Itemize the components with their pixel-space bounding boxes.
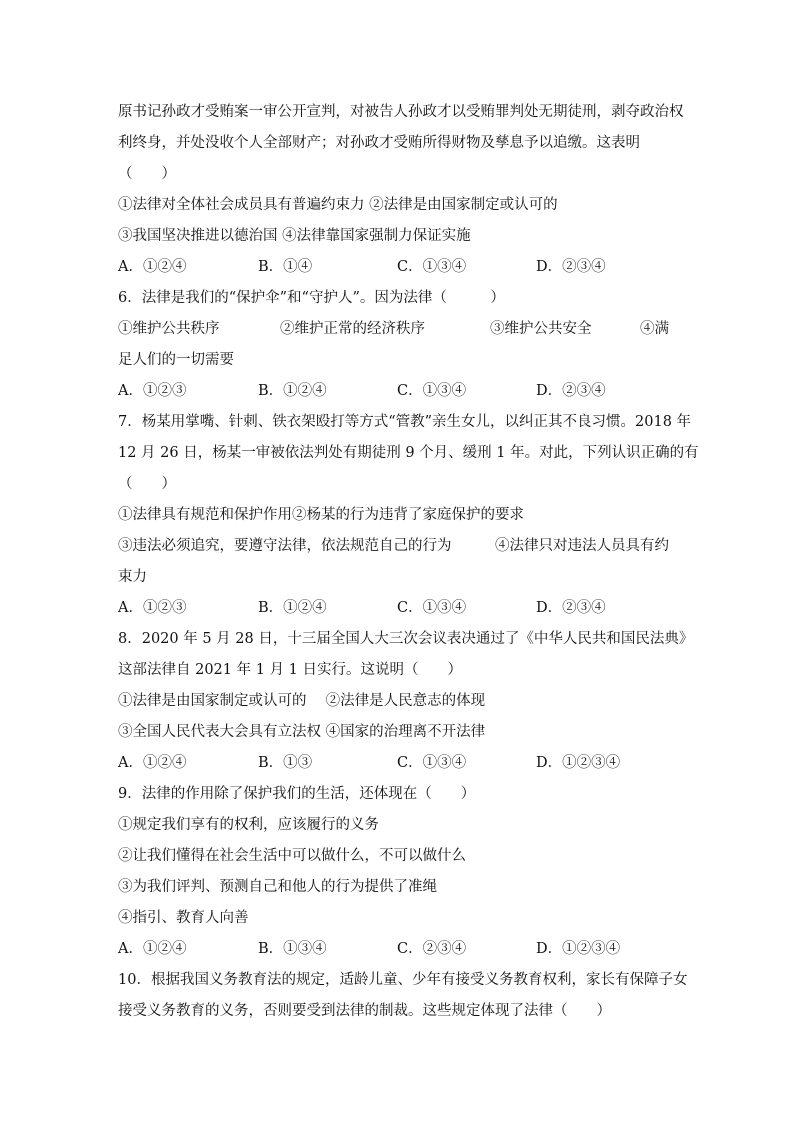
q9-options: [118, 934, 678, 965]
q8-option-d: D．①②③④: [536, 755, 621, 771]
q6-items: [118, 314, 678, 345]
q9-item-4: ④指引、教育人向善: [118, 910, 249, 926]
q6-options: [118, 376, 678, 407]
q7-stem-line-2: 12 月 26 日，杨某一审被依法判处有期徒刑 9 个月、缓刑 1 年。对此，下列认识正确的有: [118, 445, 699, 461]
q7-option-b: B．①②④: [258, 600, 327, 616]
q5-option-b: B．①④: [258, 259, 313, 275]
q6-item-2: ②维护正常的经济秩序: [280, 321, 425, 337]
q6-stem: 6．法律是我们的“保护伞”和“守护人”。因为法律（ ）: [118, 290, 505, 306]
q5-items-3-4: ③我国坚决推进以德治国 ④法律靠国家强制力保证实施: [118, 228, 471, 244]
exam-page: [118, 97, 699, 1027]
q7-item-4-end: 束力: [118, 569, 147, 585]
q9-option-d: D．①②③④: [536, 941, 621, 957]
q8-stem-line-2: 这部法律自 2021 年 1 月 1 日实行。这说明（ ）: [118, 662, 463, 678]
q5-options: [118, 252, 678, 283]
q9-option-b: B．①③④: [258, 941, 327, 957]
q6-item-1: ①维护公共秩序: [118, 321, 220, 337]
q8-option-b: B．①③: [258, 755, 313, 771]
q9-item-1: ①规定我们享有的权利，应该履行的义务: [118, 817, 379, 833]
q6-option-d: D．②③④: [536, 383, 606, 399]
q8-option-a: A．①②④: [118, 755, 187, 771]
q7-stem-line-3: （ ）: [118, 476, 176, 492]
q7-stem-line-1: 7．杨某用掌嘴、针刺、铁衣架殴打等方式“管教”亲生女儿，以纠正其不良习惯。2018 年: [118, 414, 692, 430]
q10-stem-line-2: 接受义务教育的义务，否则要受到法律的制裁。这些规定体现了法律（ ）: [118, 1003, 611, 1019]
q9-option-c: C．②③④: [397, 941, 467, 957]
q8-items-3-4: ③全国人民代表大会具有立法权 ④国家的治理离不开法律: [118, 724, 486, 740]
q8-options: [118, 748, 678, 779]
q9-item-3: ③为我们评判、预测自己和他人的行为提供了准绳: [118, 879, 437, 895]
q6-option-a: A．①②③: [118, 383, 187, 399]
q7-options: [118, 593, 678, 624]
q9-stem: 9．法律的作用除了保护我们的生活，还体现在（ ）: [118, 786, 476, 802]
q6-item-4-end: 足人们的一切需要: [118, 352, 234, 368]
q5-option-a: A．①②④: [118, 259, 187, 275]
q7-option-a: A．①②③: [118, 600, 187, 616]
q8-stem-line-1: 8．2020 年 5 月 28 日，十三届全国人大三次会议表决通过了《中华人民共和国民法典》: [118, 631, 694, 647]
q10-stem-line-1: 10．根据我国义务教育法的规定，适龄儿童、少年有接受义务教育权利，家长有保障子女: [118, 972, 688, 988]
q5-stem-line-3: （ ）: [118, 166, 176, 182]
q6-item-3: ③维护公共安全: [490, 321, 592, 337]
q5-option-c: C．①③④: [397, 259, 467, 275]
q7-items-3-4: [118, 531, 678, 562]
q5-option-d: D．②③④: [536, 259, 606, 275]
q8-option-c: C．①③④: [397, 755, 467, 771]
q7-option-d: D．②③④: [536, 600, 606, 616]
q6-option-c: C．①③④: [397, 383, 467, 399]
q7-option-c: C．①③④: [397, 600, 467, 616]
q5-items-1-2: ①法律对全体社会成员具有普遍约束力 ②法律是由国家制定或认可的: [118, 197, 558, 213]
q9-option-a: A．①②④: [118, 941, 187, 957]
q7-items-1-2: ①法律具有规范和保护作用②杨某的行为违背了家庭保护的要求: [118, 507, 524, 523]
q9-item-2: ②让我们懂得在社会生活中可以做什么，不可以做什么: [118, 848, 466, 864]
q5-stem-line-2: 利终身，并处没收个人全部财产；对孙政才受贿所得财物及孳息予以追缴。这表明: [118, 135, 640, 151]
q7-item-3: ③违法必须追究，要遵守法律，依法规范自己的行为: [118, 538, 452, 554]
q6-item-4-start: ④满: [640, 321, 669, 337]
q5-stem-line-1: 原书记孙政才受贿案一审公开宣判，对被告人孙政才以受贿罪判处无期徒刑，剥夺政治权: [118, 104, 684, 120]
q6-option-b: B．①②④: [258, 383, 327, 399]
q7-item-4-start: ④法律只对违法人员具有约: [495, 538, 669, 554]
q8-items-1-2: ①法律是由国家制定或认可的 ②法律是人民意志的体现: [118, 693, 486, 709]
